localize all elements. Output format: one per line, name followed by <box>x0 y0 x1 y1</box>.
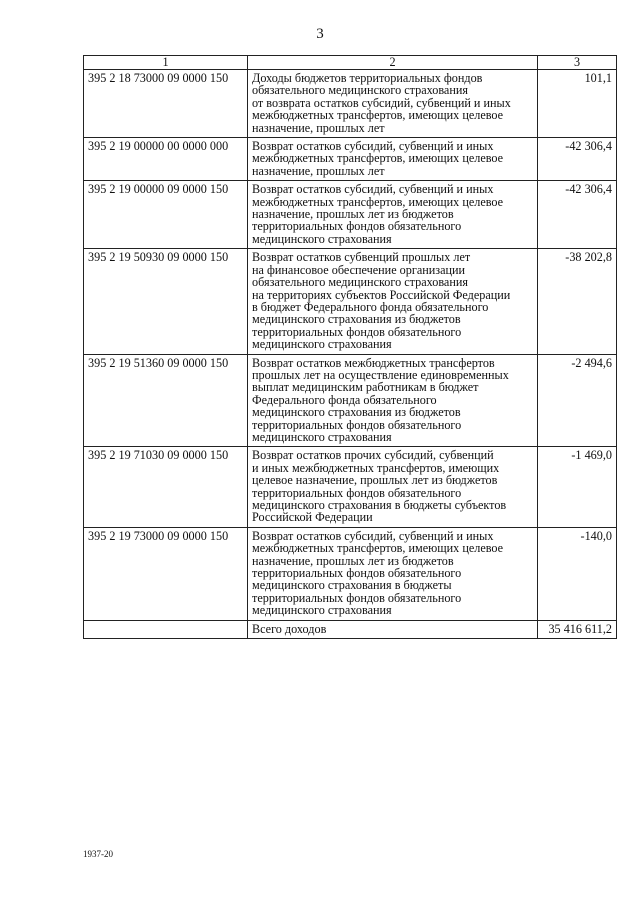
income-description: Возврат остатков субсидий, субвенций и иных межбюджетных трансфертов, имеющих целевое назначение, прошлых лет из бюджетов территориальных фондов обязательного медицинского страхования в бюджеты территориальных фондов обязательного медицинского страхования <box>248 527 538 620</box>
document-footer-code: 1937-20 <box>83 849 113 859</box>
page-number: 3 <box>316 26 324 42</box>
table-row <box>84 138 617 181</box>
total-amount: 35 416 611,2 <box>538 620 617 638</box>
income-description: Доходы бюджетов территориальных фондов обязательного медицинского страхования от возврата остатков субсидий, субвенций и иных межбюджетных трансфертов, имеющих целевое назначение, прошлых лет <box>248 70 538 138</box>
income-description: Возврат остатков межбюджетных трансфертов прошлых лет на осуществление единовременных выплат медицинским работникам в бюджет Федерального фонда обязательного медицинского страхования из бюджетов территориальных фондов обязательного медицинского страхования <box>248 354 538 447</box>
income-description: Возврат остатков субсидий, субвенций и иных межбюджетных трансфертов, имеющих целевое назначение, прошлых лет из бюджетов территориальных фондов обязательного медицинского страхования <box>248 181 538 249</box>
table-row <box>84 70 617 138</box>
budget-code: 395 2 19 00000 00 0000 000 <box>84 138 248 181</box>
income-amount: -38 202,8 <box>538 249 617 354</box>
table-row <box>84 527 617 620</box>
income-amount: -42 306,4 <box>538 181 617 249</box>
income-amount: 101,1 <box>538 70 617 138</box>
column-header-1: 1 <box>84 56 248 70</box>
table-row <box>84 447 617 527</box>
table-row <box>84 249 617 354</box>
income-description: Возврат остатков прочих субсидий, субвенций и иных межбюджетных трансфертов, имеющих целевое назначение, прошлых лет из бюджетов территориальных фондов обязательного медицинского страхования в бюджеты субъектов Российской Федерации <box>248 447 538 527</box>
budget-code: 395 2 19 51360 09 0000 150 <box>84 354 248 447</box>
column-header-3: 3 <box>538 56 617 70</box>
table-row <box>84 181 617 249</box>
budget-code: 395 2 19 50930 09 0000 150 <box>84 249 248 354</box>
budget-code: 395 2 19 00000 09 0000 150 <box>84 181 248 249</box>
income-description: Возврат остатков субвенций прошлых лет на финансовое обеспечение организации обязательного медицинского страхования на территориях субъектов Российской Федерации в бюджет Федерального фонда обязательного медицинского страхования из бюджетов территориальных фондов обязательного медицинского страхования <box>248 249 538 354</box>
total-label: Всего доходов <box>248 620 538 638</box>
column-header-2: 2 <box>248 56 538 70</box>
income-table <box>83 55 617 639</box>
income-amount: -2 494,6 <box>538 354 617 447</box>
budget-code: 395 2 19 71030 09 0000 150 <box>84 447 248 527</box>
income-amount: -140,0 <box>538 527 617 620</box>
table-row <box>84 354 617 447</box>
income-amount: -42 306,4 <box>538 138 617 181</box>
budget-code: 395 2 19 73000 09 0000 150 <box>84 527 248 620</box>
budget-code: 395 2 18 73000 09 0000 150 <box>84 70 248 138</box>
total-code-cell <box>84 620 248 638</box>
income-description: Возврат остатков субсидий, субвенций и иных межбюджетных трансфертов, имеющих целевое назначение, прошлых лет <box>248 138 538 181</box>
table-header-row <box>84 56 617 70</box>
income-amount: -1 469,0 <box>538 447 617 527</box>
total-row <box>84 620 617 638</box>
